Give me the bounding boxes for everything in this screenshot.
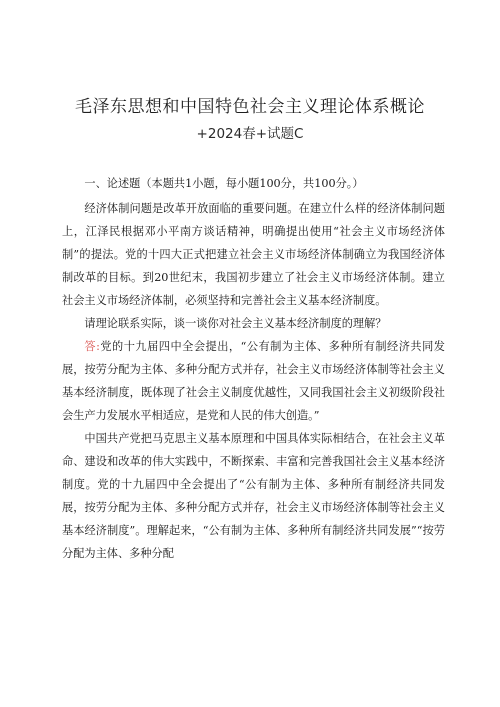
paragraph: 经济体制问题是改革开放面临的重要问题。在建立什么样的经济体制问题上，江泽民根据邓小平南方谈话精神，明确提出使用“社会主义市场经济体制”的提法。党的十四大正式把建立社会主义市场经济体制确立为我国经济体制改革的目标。到20世纪末，我国初步建立了社会主义市场经济体制。建立社会主义市场经济体制，必须坚持和完善社会主义基本经济制度。 [62, 202, 445, 307]
answer-label: 答: [84, 340, 100, 353]
answer-text: 党的十九届四中全会提出，“公有制为主体、多种所有制经济共同发展，按劳分配为主体、多种分配方式并存，社会主义市场经济体制等社会主义基本经济制度，既体现了社会主义制度优越性，又同我国社会主义初级阶段社会生产力发展水平相适应，是党和人民的伟大创造。” [62, 340, 445, 422]
answer-paragraph [62, 335, 445, 427]
document-body [62, 172, 445, 565]
paragraph: 中国共产党把马克思主义基本原理和中国具体实际相结合，在社会主义革命、建设和改革的伟大实践中，不断探索、丰富和完善我国社会主义基本经济制度。党的十九届四中全会提出了“公有制为主体、多种所有制经济共同发展，按劳分配为主体、多种分配方式并存，社会主义市场经济体制等社会主义基本经济制度”。理解起来，“公有制为主体、多种所有制经济共同发展”“按劳分配为主体、多种分配 [62, 432, 445, 560]
document-subtitle: +2024春+试题C [196, 126, 304, 142]
question-paragraph: 请理论联系实际，谈一谈你对社会主义基本经济制度的理解？ [84, 317, 387, 330]
document-title: 毛泽东思想和中国特色社会主义理论体系概论 [75, 97, 425, 117]
section-heading: 一、论述题（本题共1小题，每小题100分，共100分。） [84, 177, 364, 190]
